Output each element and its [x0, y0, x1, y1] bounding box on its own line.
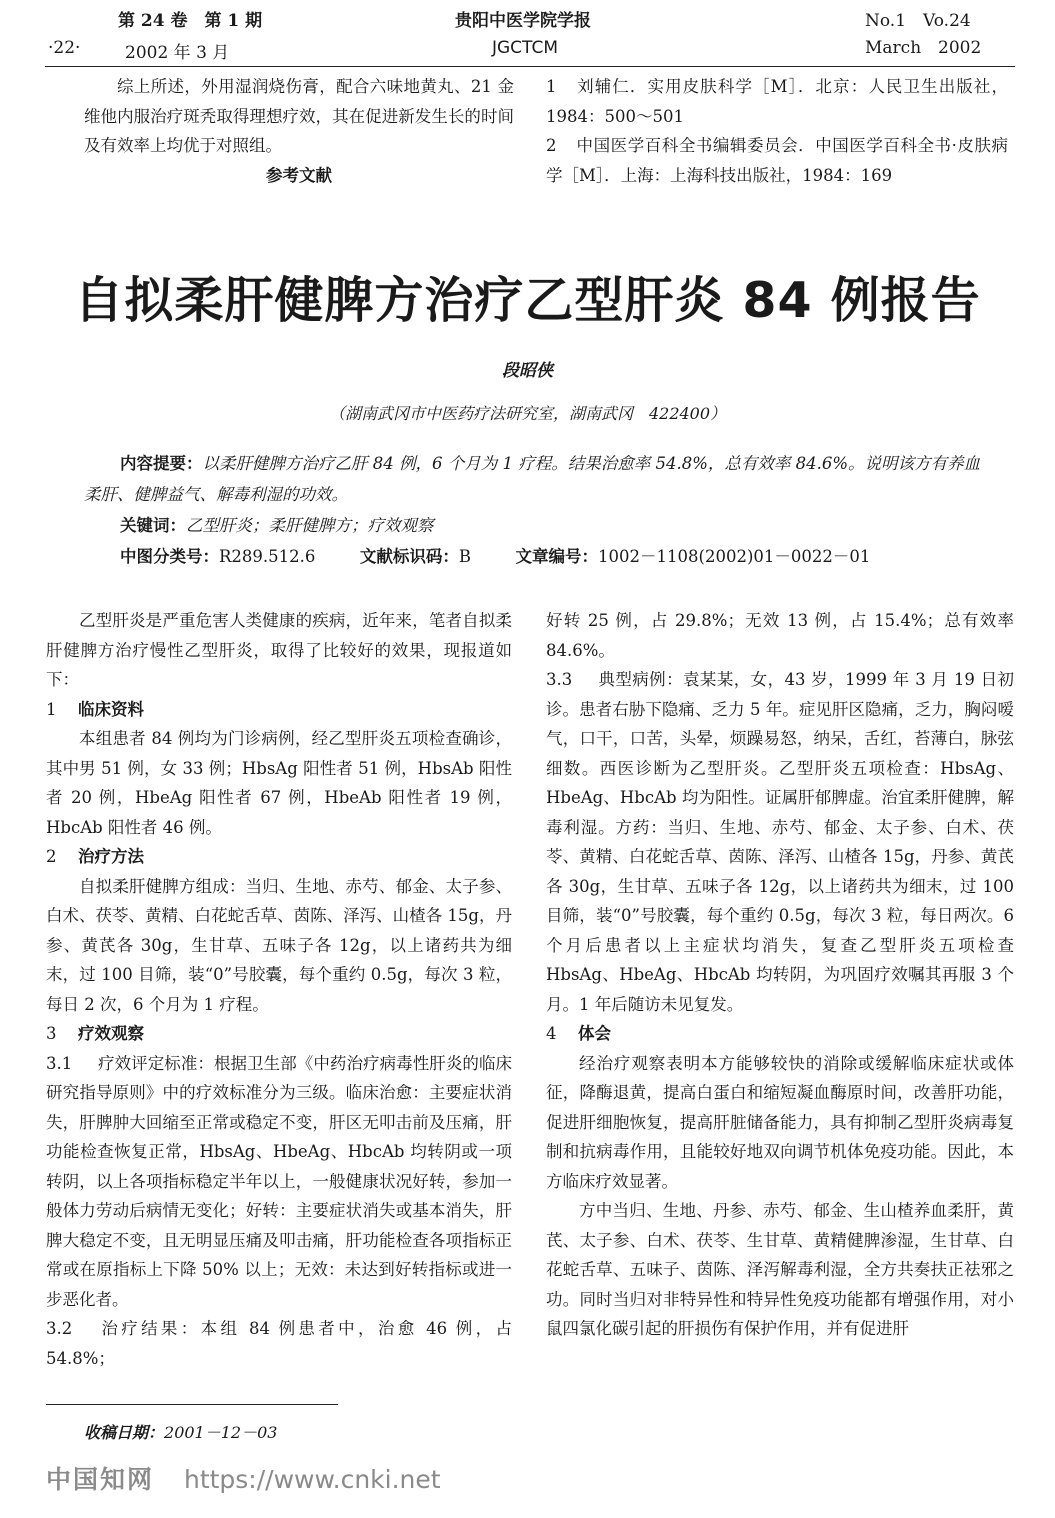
section-number: 1: [46, 699, 57, 719]
keywords-label: 关键词：: [120, 516, 186, 535]
subsection-number: 3.2: [46, 1319, 73, 1338]
article-author: 段昭侠: [502, 361, 553, 381]
criteria-paragraph: [46, 1049, 512, 1315]
section-number: 2: [46, 847, 57, 866]
section-number: 4: [546, 1024, 557, 1043]
keywords-line: [84, 510, 984, 541]
header-month-en: March: [865, 38, 922, 58]
case-text: 典型病例：袁某某，女，43 岁，1999 年 3 月 19 日初诊。患者右胁下隐痛、乏力 5 年。症见肝区隐痛，乏力，胸闷嗳气，口干，口苦，头晕，烦躁易怒，纳呆，舌红，苔薄白，脉弦细数。西医诊断为乙型肝炎。乙型肝炎五项检查：HbsAg、HbeAg、HbcAb 均为阳性。证属肝郁脾虚。治宜柔肝健脾，解毒利湿。方药：当归、生地、赤芍、郁金、太子参、白术、茯苓、黄精、白花蛇舌草、茵陈、泽泻、山楂各 15g，丹参、黄芪各 30g，生甘草、五味子各 12g，以上诸药共为细末，过 100 目筛，装“0”号胶囊，每个重约 0.5g，每次 3 粒，每日两次。6 个月后患者以上主症状均消失，复查乙型肝炎五项检查 HbsAg、HbeAg、HbcAb 均转阴，为巩固疗效嘱其再服 3 个月。1 年后随访未见复发。: [546, 670, 1014, 1014]
results-continued: 好转 25 例，占 29.8%；无效 13 例，占 15.4%；总有效率 84.6%。: [546, 611, 1014, 660]
section-number: 3: [46, 1024, 57, 1043]
header-journal-abbr: JGCTCM: [492, 38, 558, 58]
header-year-en: 2002: [938, 38, 982, 58]
keywords-text: 乙型肝炎；柔肝健脾方；疗效观察: [186, 516, 434, 535]
intro-paragraph: 乙型肝炎是严重危害人类健康的疾病，近年来，笔者自拟柔肝健脾方治疗慢性乙型肝炎，取得了比较好的效果，现报道如下：: [46, 611, 512, 689]
header-page-number: ·22·: [48, 38, 81, 58]
classification-line: [84, 541, 984, 572]
abstract-paragraph: [84, 448, 984, 510]
received-date-label: 收稿日期：: [84, 1423, 165, 1442]
article-number-label: 文章编号：: [515, 547, 599, 566]
subsection-number: 3.3: [546, 670, 573, 689]
prev-conclusion-text: 综上所述，外用湿润烧伤膏，配合六味地黄丸、21 金维他内服治疗斑秃取得理想疗效，其在促进新发生长的时间及有效率上均优于对照组。: [84, 77, 514, 155]
discussion-paragraph-1: 经治疗观察表明本方能够较快的消除或缓解临床症状或体征，降酶退黄，提高白蛋白和缩短凝血酶原时间，改善肝功能，促进肝细胞恢复，提高肝脏储备能力，具有抑制乙型肝炎病毒复制和抗病毒作用，且能较好地双向调节机体免疫功能。因此，本方临床疗效显著。: [546, 1053, 1014, 1191]
cnki-url: https://www.cnki.net: [183, 1465, 441, 1494]
received-date: [84, 1420, 277, 1443]
doc-code-label: 文献标识码：: [359, 547, 459, 566]
header-issue-en: No.1 Vo.24: [865, 11, 971, 31]
results-paragraph: [46, 1314, 512, 1373]
abstract-section: [84, 448, 984, 572]
section-heading: [46, 842, 512, 872]
cnki-brand: 中国知网: [46, 1465, 155, 1494]
clinical-data-paragraph: 本组患者 84 例均为门诊病例，经乙型肝炎五项检查确诊，其中男 51 例，女 33 例；HbsAg 阳性者 51 例，HbsAb 阳性者 20 例，HbeAg 阳性者 67 例，HbeAb 阳性者 19 例，HbcAb 阳性者 46 例。: [46, 729, 512, 837]
doc-code-value: B: [458, 547, 472, 566]
references-heading: 参考文献: [266, 165, 332, 185]
discussion-paragraph-2: 方中当归、生地、丹参、赤芍、郁金、生山楂养血柔肝，黄芪、太子参、白术、茯苓、生甘草、黄精健脾渗湿，生甘草、白花蛇舌草、五味子、茵陈、泽泻解毒利湿，全方共奏扶正祛邪之功。同时当归对非特异性和特异性免疫功能都有增强作用，对小鼠四氯化碳引起的肝损伤有保护作用，并有促进肝: [546, 1201, 1014, 1338]
header-rule: [45, 66, 1015, 67]
reference-list: [546, 72, 1008, 190]
abstract-label: 内容提要：: [120, 454, 203, 473]
footnote-rule: [46, 1404, 338, 1405]
section-title: 临床资料: [78, 699, 144, 719]
treatment-paragraph: 自拟柔肝健脾方组成：当归、生地、赤芍、郁金、太子参、白术、茯苓、黄精、白花蛇舌草、茵陈、泽泻、山楂各 15g，丹参、黄芪各 30g，生甘草、五味子各 12g，以上诸药共为细末，过 100 目筛，装“0”号胶囊，每个重约 0.5g，每次 3 粒，每日 2 次，6 个月为 1 疗程。: [46, 876, 512, 1014]
article-title: 自拟柔肝健脾方治疗乙型肝炎 84 例报告: [74, 272, 981, 329]
clc-label: 中图分类号：: [120, 547, 219, 566]
reference-number: 2: [546, 136, 557, 155]
case-paragraph: [546, 665, 1014, 1019]
header-journal-name: 贵阳中医学院学报: [455, 11, 591, 31]
criteria-text: 疗效评定标准：根据卫生部《中药治疗病毒性肝炎的临床研究指导原则》中的疗效标准分为三级。临床治愈：主要症状消失，肝脾肿大回缩至正常或稳定不变，肝区无叩击前及压痛，肝功能检查恢复正常，HbsAg、HbeAg、HbcAb 均转阴或一项转阴，以上各项指标稳定半年以上，一般健康状况好转，参加一般体力劳动后病情无变化；好转：主要症状消失或基本消失，肝脾大稳定不变，且无明显压痛及叩击痛，肝功能检查各项指标正常或在原指标上下降 50% 以上；无效：未达到好转指标或进一步恶化者。: [46, 1053, 512, 1309]
reference-item: [546, 72, 1008, 131]
section-heading: [546, 1019, 1014, 1049]
body-left-column: [46, 606, 512, 1373]
clc-value: R289.512.6: [219, 547, 316, 566]
abstract-text: 以柔肝健脾方治疗乙肝 84 例，6 个月为 1 疗程。结果治愈率 54.8%，总有效率 84.6%。说明该方有养血柔肝、健脾益气、解毒利湿的功效。: [84, 454, 981, 504]
subsection-number: 3.1: [46, 1053, 73, 1073]
reference-text: 中国医学百科全书编辑委员会．中国医学百科全书·皮肤病学［M］．上海：上海科技出版社，1984：169: [546, 136, 1008, 185]
body-right-column: [546, 606, 1014, 1344]
header-volume-issue: 第 24 卷 第 1 期: [118, 11, 263, 31]
article-affiliation: （湖南武冈市中医药疗法研究室，湖南武冈 422400）: [328, 404, 727, 423]
article-number-value: 1002－1108(2002)01－0022－01: [598, 547, 871, 566]
section-title: 体会: [578, 1024, 611, 1043]
reference-number: 1: [546, 77, 557, 96]
results-text: 治疗结果：本组 84 例患者中，治愈 46 例，占 54.8%；: [46, 1319, 512, 1368]
section-title: 疗效观察: [78, 1024, 144, 1043]
section-heading: [46, 695, 512, 725]
header-date-cn: 2002 年 3 月: [125, 43, 230, 63]
cnki-watermark: [46, 1460, 441, 1496]
section-heading: [46, 1019, 512, 1049]
section-title: 治疗方法: [78, 847, 144, 866]
received-date-value: 2001－12－03: [164, 1423, 278, 1442]
reference-item: [546, 131, 1008, 190]
reference-text: 刘辅仁．实用皮肤科学［M］．北京：人民卫生出版社，1984：500～501: [546, 77, 1008, 126]
prev-article-conclusion: [84, 72, 514, 190]
